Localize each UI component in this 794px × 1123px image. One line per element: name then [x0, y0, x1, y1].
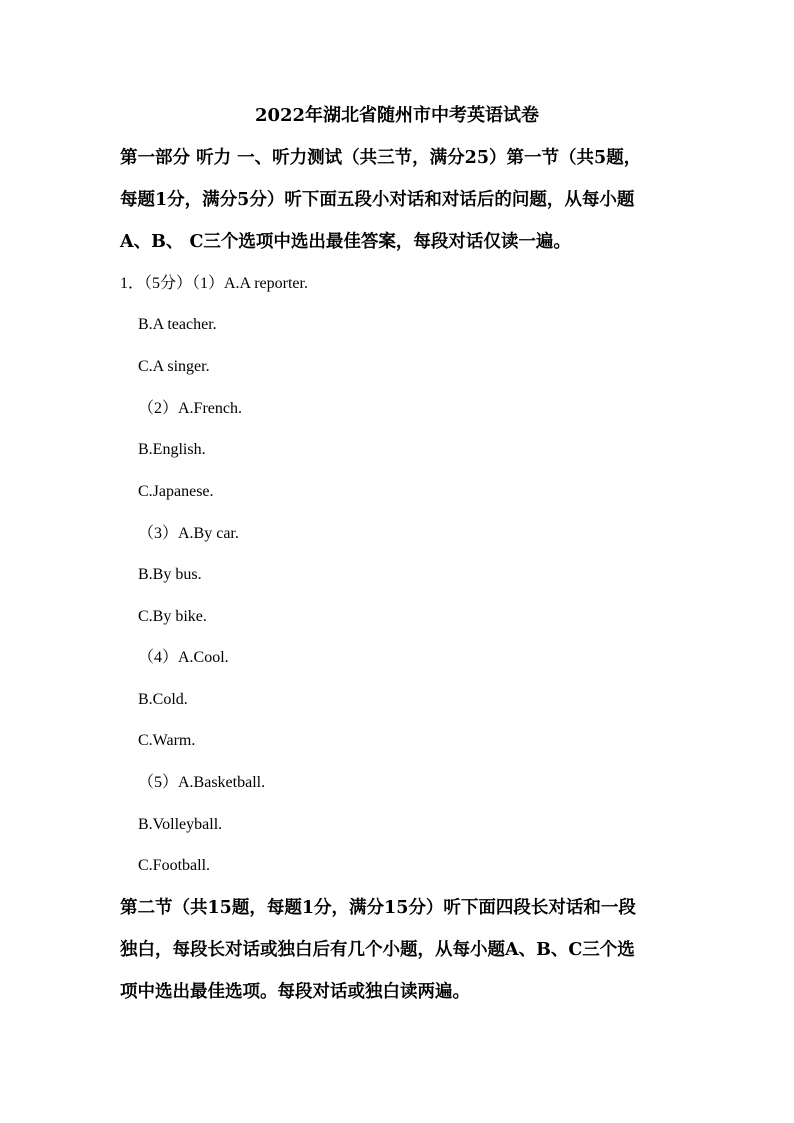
- option-line: C.A singer.: [138, 358, 210, 375]
- section2-instruction-line-1: 第二节（共15题，每题1分，满分15分）听下面四段长对话和一段: [120, 898, 636, 918]
- option-line: B.Cold.: [138, 691, 188, 708]
- option-line: B.By bus.: [138, 566, 202, 583]
- option-line: C.Warm.: [138, 732, 196, 749]
- section2-instruction-line-3: 项中选出最佳选项。每段对话或独白读两遍。: [120, 982, 470, 1002]
- option-line: C.Football.: [138, 857, 211, 874]
- option-line: B.A teacher.: [138, 316, 217, 333]
- part1-instruction-line-2: 每题1分，满分5分）听下面五段小对话和对话后的问题，从每小题: [120, 190, 635, 210]
- part1-instruction-line-1: 第一部分 听力 一、听力测试（共三节，满分25）第一节（共5题，: [120, 148, 642, 168]
- option-line: C.Japanese.: [138, 483, 214, 500]
- option-line: B.Volleyball.: [138, 816, 223, 833]
- sub-question-4: （4）A.Cool.: [138, 649, 229, 666]
- section2-instruction-line-2: 独白，每段长对话或独白后有几个小题，从每小题A、B、C三个选: [120, 940, 635, 960]
- question-1: 1．（5分）（1）A.A reporter.: [120, 275, 308, 292]
- sub-question-5: （5）A.Basketball.: [138, 774, 266, 791]
- exam-title: 2022年湖北省随州市中考英语试卷: [254, 105, 540, 126]
- option-line: B.English.: [138, 441, 206, 458]
- option-line: C.By bike.: [138, 608, 207, 625]
- sub-question-3: （3）A.By car.: [138, 525, 239, 542]
- part1-instruction-line-3: A、B、 C三个选项中选出最佳答案，每段对话仅读一遍。: [120, 232, 571, 252]
- sub-question-2: （2）A.French.: [138, 400, 242, 417]
